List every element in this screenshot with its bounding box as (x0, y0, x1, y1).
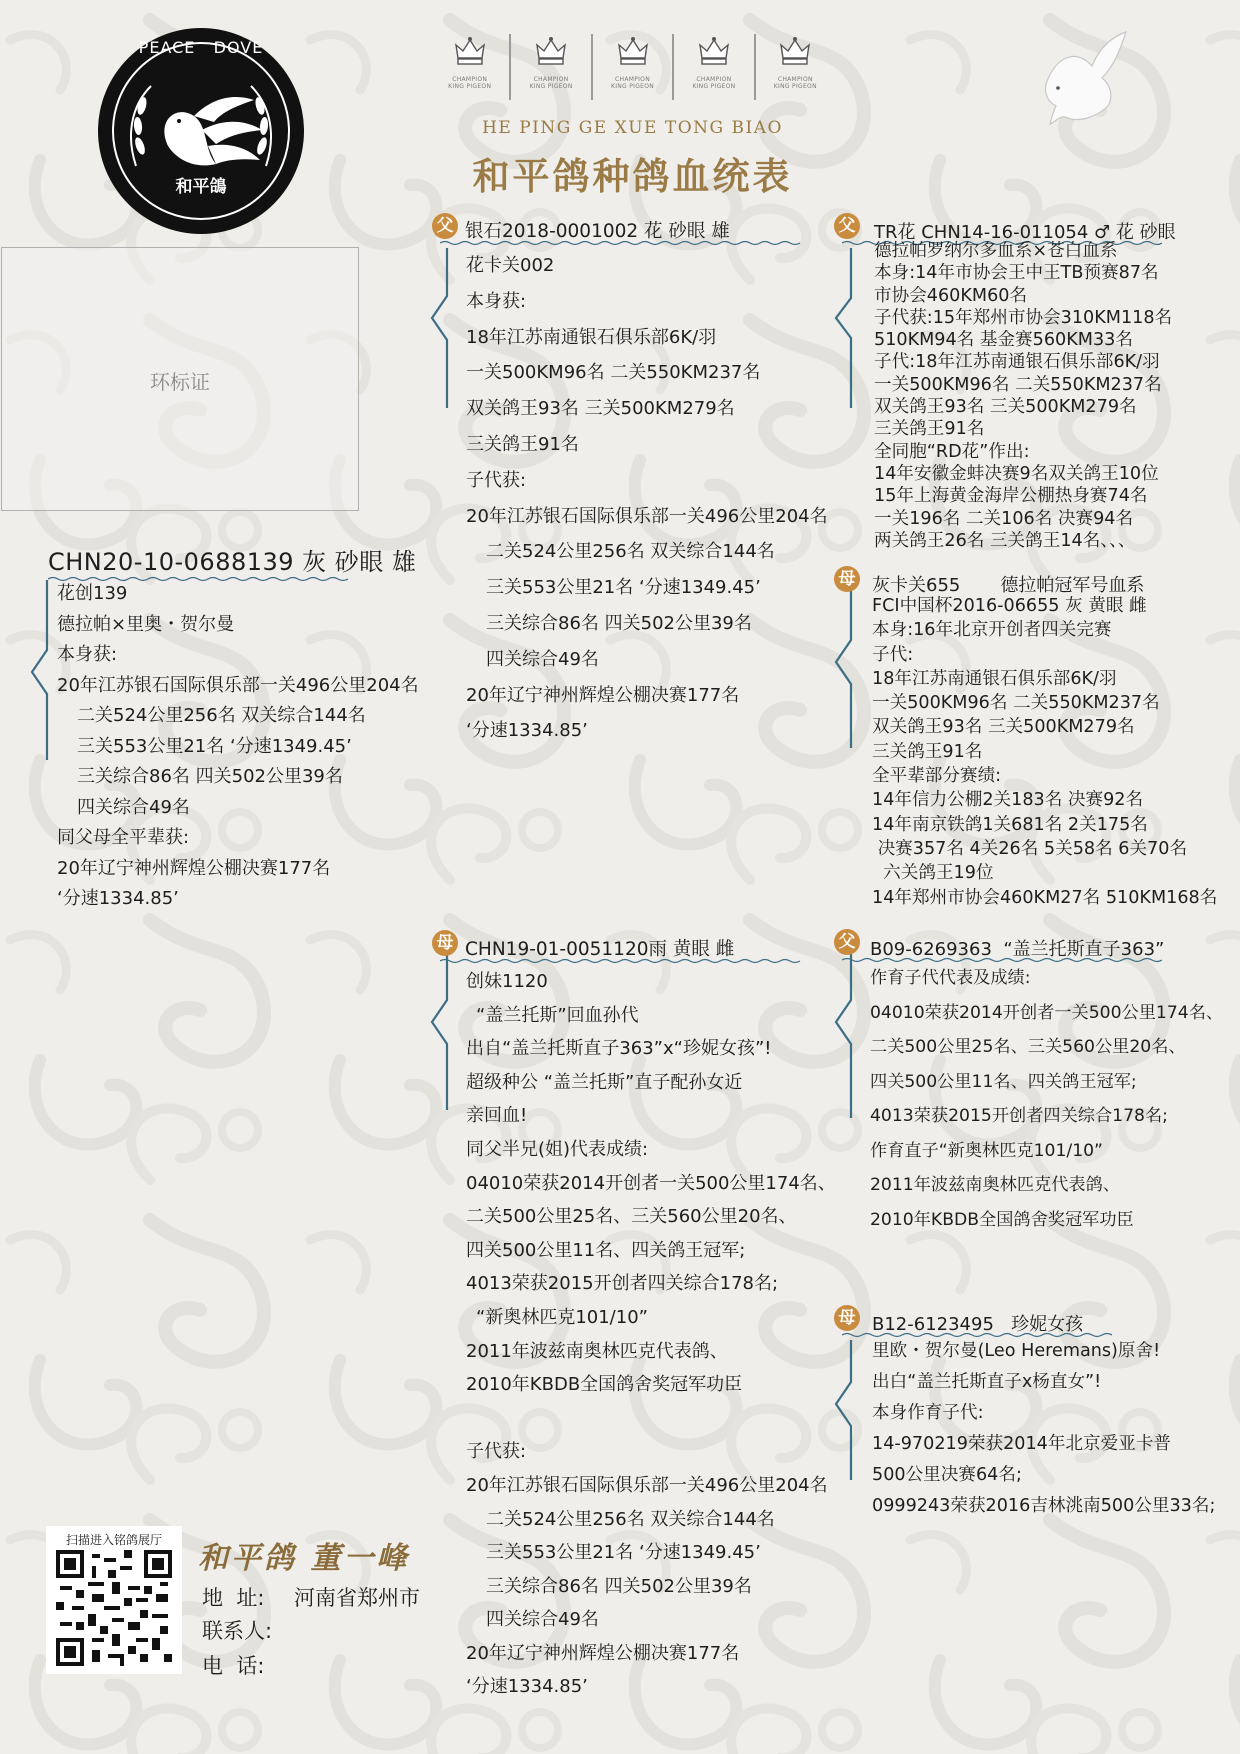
crown-caption-line1: CHAMPION (452, 76, 488, 83)
detail-line: 两关鸽王26名 三关鸽王14名、、、 (874, 530, 1136, 551)
crown-icon (533, 34, 569, 74)
detail-line: 20年辽宁神州辉煌公棚决赛177名 (466, 684, 740, 706)
detail-line: 二关500公里25名、三关560公里20名、 (466, 1206, 797, 1228)
detail-line: 一关500KM96名 二关550KM237名 (872, 693, 1160, 714)
detail-line (466, 1402, 836, 1436)
detail-line: 2010年KBDB全国鸽舍奖冠军功臣 (466, 1374, 743, 1396)
detail-line: 2010年KBDB全国鸽舍奖冠军功臣 (870, 1209, 1134, 1230)
detail-line: 四关500公里11名、四关鸽王冠军; (466, 1239, 746, 1261)
detail-line: 4013荣获2015开创者四关综合178名; (466, 1273, 779, 1295)
address-value: 河南省郑州市 (294, 1586, 420, 1610)
detail-line: ‘分速1334.85’ (466, 720, 588, 742)
detail-line: 18年江苏南通银石俱乐部6K/羽 (466, 326, 717, 348)
detail-line: 花卡关002 (466, 255, 555, 276)
logo-text-bottom: 和平鴿 (175, 177, 227, 197)
sire-sire-header: TR花 CHN14-16-011054 ♂ 花 砂眼 (874, 222, 1176, 243)
detail-line: 四关综合49名 (486, 1609, 599, 1631)
contact-row (202, 1615, 294, 1645)
detail-line: 20年江苏银石国际俱乐部一关496公里204名 (466, 1474, 828, 1496)
sire-dam-details (872, 594, 1217, 910)
signature: 和平鸽 董一峰 (198, 1541, 410, 1576)
crown-emblem (756, 34, 835, 100)
dam-header: CHN19-01-0051120雨 黄眼 雌 (465, 939, 735, 960)
detail-line: 超级种公 “盖兰托斯”直子配孙女近 (466, 1071, 743, 1093)
detail-line: 三关鸽王91名 (466, 433, 579, 455)
detail-line: 市协会460KM60名 (874, 285, 1028, 306)
detail-line: 四关500公里11名、四关鸽王冠军; (870, 1071, 1137, 1092)
detail-line: 德拉帕罗纳尔多血系×苍白血系 (874, 241, 1118, 261)
crown-icon (615, 34, 651, 74)
dam-badge: 母 (432, 930, 458, 956)
detail-line: 三关综合86名 四关502公里39名 (77, 766, 343, 787)
detail-line: 里欧・贺尔曼(Leo Heremans)原舍! (872, 1341, 1161, 1361)
dam-sire-header: B09-6269363 “盖兰托斯直子363” (870, 939, 1165, 960)
crown-caption-line2: KING PIGEON (529, 83, 573, 90)
subject-pigeon-name: CHN20-10-0688139 灰 砂眼 雄 (48, 548, 417, 576)
detail-line: 本身作育子代: (872, 1403, 984, 1423)
crown-caption-line2: KING PIGEON (773, 83, 817, 90)
sire-dam-header: 灰卡关655 德拉帕冠军号血系 (872, 575, 1145, 596)
detail-line: 一关500KM96名 二关550KM237名 (466, 362, 761, 384)
detail-line: 双关鸽王93名 三关500KM279名 (466, 398, 735, 420)
qr-code-icon[interactable] (56, 1550, 172, 1666)
detail-line: 二关524公里256名 双关综合144名 (486, 541, 775, 563)
detail-line: 20年江苏银石国际俱乐部一关496公里204名 (466, 505, 828, 527)
detail-line: 二关524公里256名 双关综合144名 (486, 1508, 775, 1530)
detail-line: 子代获: (466, 1441, 527, 1463)
dam-sire-badge: 父 (834, 929, 860, 955)
detail-line: 2011年波兹南奥林匹克代表鸽、 (870, 1175, 1120, 1195)
detail-line: 创妹1120 (466, 971, 548, 992)
dam-dam-header: B12-6123495 珍妮女孩 (872, 1314, 1084, 1335)
detail-line: 三关综合86名 四关502公里39名 (486, 612, 752, 634)
detail-line: 一关500KM96名 二关550KM237名 (874, 374, 1162, 395)
detail-line: 双关鸽王93名 三关500KM279名 (874, 397, 1137, 418)
detail-line: 4013荣获2015开创者四关综合178名; (870, 1106, 1168, 1126)
dam-dam-details (872, 1336, 1215, 1522)
detail-line: 子代: (872, 644, 914, 665)
crown-emblem (511, 34, 592, 100)
detail-line: 三关综合86名 四关502公里39名 (486, 1575, 752, 1597)
crown-caption-line1: CHAMPION (777, 76, 813, 83)
detail-line: 作育子代代表及成绩: (870, 968, 1031, 988)
detail-line: 同父半兄(姐)代表成绩: (466, 1138, 649, 1160)
detail-line: 作育直子“新奥林匹克101/10” (870, 1140, 1103, 1161)
detail-line: 亲回血! (466, 1105, 528, 1127)
detail-line: 20年辽宁神州辉煌公棚决赛177名 (466, 1642, 740, 1664)
crown-emblems (430, 34, 835, 100)
detail-line: 0999243荣获2016吉林洮南500公里33名; (872, 1496, 1216, 1516)
detail-line: 全平辈部分赛绩: (872, 766, 1002, 787)
sire-wave-underline (440, 240, 806, 246)
detail-line: 15年上海黄金海岸公棚热身赛74名 (874, 486, 1148, 507)
contact-label: 联系人: (202, 1619, 273, 1643)
detail-line: 六关鸽王19位 (872, 863, 994, 884)
detail-line: 四关综合49名 (486, 648, 599, 670)
detail-line: 500公里决赛64名; (872, 1465, 1022, 1485)
detail-line: FCI中国杯2016-06655 灰 黄眼 雌 (872, 596, 1147, 616)
crown-caption-line1: CHAMPION (696, 76, 732, 83)
detail-line: 一关196名 二关106名 决赛94名 (874, 508, 1134, 529)
detail-line: 双关鸽王93名 三关500KM279名 (872, 717, 1135, 738)
detail-line: 本身:14年市协会王中王TB预赛87名 (874, 263, 1159, 284)
detail-line: 德拉帕×里奥・贺尔曼 (57, 613, 235, 635)
detail-line: 14年信力公棚2关183名 决赛92名 (872, 790, 1144, 811)
crown-caption-line2: KING PIGEON (610, 83, 655, 90)
dam-sire-details (870, 961, 1223, 1237)
detail-line: 14年南京铁鸽1关681名 2关175名 (872, 814, 1148, 835)
detail-line: 三关553公里21名 ‘分速1349.45’ (486, 1542, 761, 1564)
detail-line: 14年郑州市协会460KM27名 510KM168名 (872, 887, 1218, 908)
detail-line: 本身:16年北京开创者四关完赛 (872, 620, 1112, 641)
peace-dove-logo (96, 26, 306, 236)
detail-line: 14年安徽金蚌决赛9名双关鸽王10位 (874, 463, 1159, 484)
detail-line: 三关鸽王91名 (874, 419, 985, 440)
detail-line: 子代:18年江苏南通银石俱乐部6K/羽 (874, 352, 1160, 373)
sire-badge: 父 (432, 213, 458, 239)
detail-line: 决赛357名 4关26名 5关58名 6关70名 (872, 838, 1188, 859)
title-english: HE PING GE XUE TONG BIAO (482, 118, 783, 138)
detail-line: 三关鸽王91名 (872, 741, 983, 762)
detail-line: 出白“盖兰托斯直子x杨直女”! (872, 1372, 1102, 1392)
detail-line: 04010荣获2014开创者一关500公里174名、 (466, 1172, 836, 1194)
detail-line: “盖兰托斯”回血孙代 (476, 1004, 639, 1026)
detail-line: 本身获: (466, 290, 527, 312)
detail-line: 四关综合49名 (77, 796, 190, 818)
detail-line: ‘分速1334.85’ (57, 888, 179, 909)
detail-line: 14-970219荣获2014年北京爱亚卡普 (872, 1434, 1172, 1454)
sire-sire-details (874, 240, 1172, 552)
phone-row (202, 1650, 294, 1680)
crown-caption-line2: KING PIGEON (448, 83, 492, 90)
crown-icon (696, 34, 732, 74)
crown-caption-line1: CHAMPION (533, 76, 569, 83)
detail-line: 20年江苏银石国际俱乐部一关496公里204名 (57, 674, 419, 696)
address-row (202, 1582, 420, 1612)
sire-sire-badge: 父 (834, 213, 860, 239)
detail-line: 510KM94名 基金赛560KM33名 (874, 330, 1133, 351)
detail-line: 子代获: (466, 469, 527, 491)
qr-caption: 扫描进入铭鸽展厅 (65, 1533, 162, 1547)
sire-header: 银石2018-0001002 花 砂眼 雄 (465, 221, 730, 242)
dam-wave-underline (440, 958, 806, 964)
logo-text-top: PEACE DOVE (138, 38, 264, 57)
detail-line: 20年辽宁神州辉煌公棚决赛177名 (57, 857, 331, 879)
dove-icon (1036, 26, 1128, 126)
ring-certificate-label: 环标证 (150, 370, 210, 394)
detail-line: 出自“盖兰托斯直子363”x“珍妮女孩”! (466, 1038, 772, 1060)
address-label: 地 址: (202, 1586, 265, 1610)
detail-line: 同父母全平辈获: (57, 827, 190, 848)
subject-pigeon-details (57, 579, 457, 915)
crown-emblem (593, 34, 674, 100)
detail-line: 子代获:15年郑州市协会310KM118名 (874, 307, 1173, 328)
crown-caption-line1: CHAMPION (615, 76, 650, 83)
detail-line: 本身获: (57, 644, 118, 665)
detail-line: 2011年波兹南奥林匹克代表鸽、 (466, 1340, 728, 1362)
detail-line: 二关500公里25名、三关560公里20名、 (870, 1037, 1186, 1057)
detail-line: “新奥林匹克101/10” (476, 1306, 648, 1328)
detail-line: 04010荣获2014开创者一关500公里174名、 (870, 1002, 1224, 1023)
crown-icon (777, 34, 813, 74)
crown-emblem (674, 34, 755, 100)
detail-line: 三关553公里21名 ‘分速1349.45’ (77, 735, 352, 757)
detail-line: 花创139 (57, 583, 128, 604)
dam-details (466, 965, 836, 1704)
crown-caption-line2: KING PIGEON (692, 83, 736, 90)
detail-line: ‘分速1334.85’ (466, 1676, 588, 1698)
phone-label: 电 话: (202, 1654, 265, 1678)
sire-details (466, 248, 828, 749)
crown-emblem (430, 34, 511, 100)
detail-line: 三关553公里21名 ‘分速1349.45’ (486, 577, 761, 599)
sire-dam-badge: 母 (834, 566, 860, 592)
detail-line: 全同胞“RD花”作出: (874, 441, 1030, 462)
dam-dam-badge: 母 (834, 1305, 860, 1331)
title-chinese: 和平鸽种鸽血统表 (472, 154, 793, 198)
detail-line: 18年江苏南通银石俱乐部6K/羽 (872, 668, 1117, 689)
detail-line: 二关524公里256名 双关综合144名 (77, 705, 366, 726)
crown-icon (452, 34, 488, 74)
